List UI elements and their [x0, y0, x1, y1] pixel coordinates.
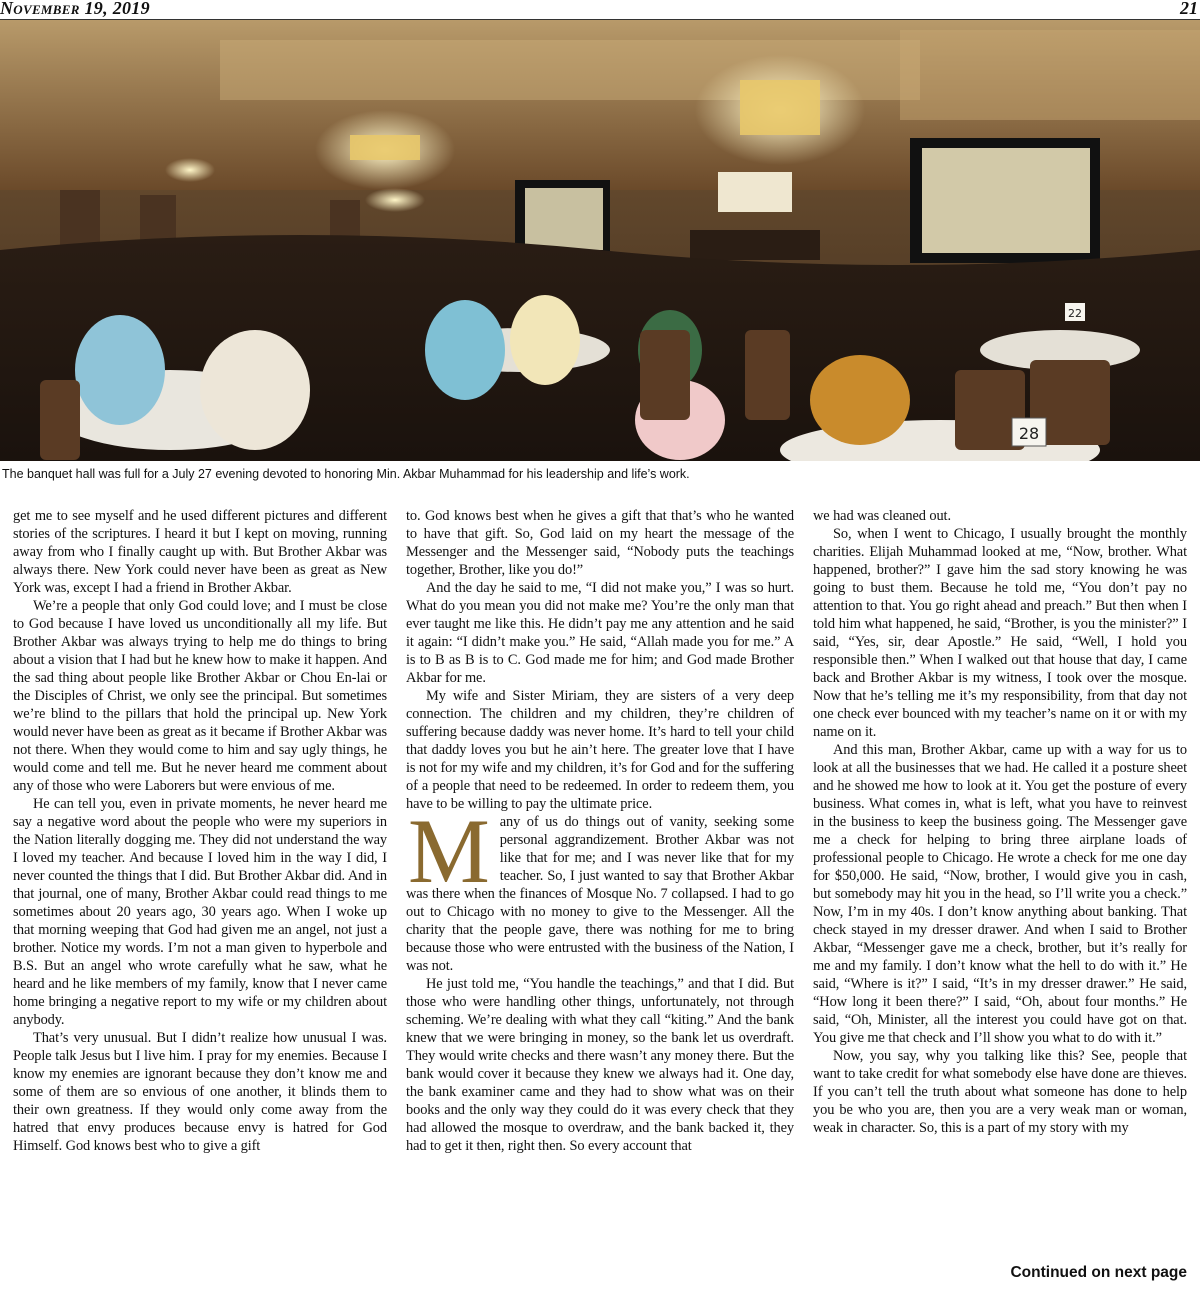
drop-cap: M — [408, 800, 490, 902]
article-paragraph: My wife and Sister Miriam, they are sisters of a very deep connection. The children and my children, they’re children of suffering because daddy was never home. It’s hard to tell your child that daddy loves you but he ain’t here. The greater love that I have is not for my wife and my children, it’s for God and for the suffering of a people that need to be redeemed. In order to redeem them, you have to be willing to pay the ultimate price. — [406, 688, 794, 812]
article-paragraph: We’re a people that only God could love; and I must be close to God because I have loved us unconditionally all my life. But Brother Akbar was always trying to help me do things to bring about a vision that I had but he knew how to make it happen. And the sad thing about people like Brother Akbar or Chou En-lai or the Disciples of Christ, we only see the principal. But sometimes we’re blind to the pillars that hold the principal up. New York would never have been as great as it became if Brother Akbar was not there. When they would come to him and say ugly things, he would come and tell me. But he never heard me comment about any of those who were Laborers but were envious of me. — [13, 598, 388, 794]
page-number: 21 — [1180, 0, 1198, 18]
banquet-hall-photo — [0, 20, 1200, 461]
article-paragraph: get me to see myself and he used different pictures and different stories of the scriptures. I heard it but I kept on moving, running away from who I finally caught up with. But Brother Akbar was always there. New York could never have been as great as New York was, except I had a friend in Brother Akbar. — [13, 508, 387, 596]
table-number-card: 22 — [1068, 307, 1082, 320]
issue-date: November 19, 2019 — [0, 0, 150, 18]
article-paragraph: He can tell you, even in private moments, he never heard me say a negative word about the people who were my superiors in the Nation literally dogging me. They did not understand the way I loved my teacher. And because I loved him in the way I did, I never counted the things that I did. But Brother Akbar did. And in that journal, one of many, Brother Akbar could read things to me sometimes about 20 years ago, 30 years ago. When I woke up that morning weeping that God had given me an angel, not just a brother. Notice my words. I’m not a man given to hyperbole and B.S. But an angel who wrote carefully what he saw, what he heard and he like members of my family, know that I never came home bringing a negative report to my wife or my children about anybody. — [13, 796, 387, 1028]
article-paragraph: we had was cleaned out. — [813, 508, 951, 524]
article-paragraph: to. God knows best when he gives a gift that that’s who he wanted to have that gift. So, God laid on my heart the message of the Messenger and the Messenger said, “Nobody puts the teachings together, Brother, like you do!” — [406, 508, 794, 578]
table-number-card: 28 — [1018, 424, 1040, 443]
dropcap-paragraph — [406, 800, 794, 975]
article-column-2 — [406, 507, 794, 1155]
article-paragraph: And this man, Brother Akbar, came up with a way for us to look at all the businesses that we had. He called it a posture sheet and he showed me how to look at it. You get the posture of every business. What comes in, what is left, what you have to reinvest in the business to keep the business going. The Messenger gave me a check for helping to bring three airplane loads of professional people to Chicago. He wrote a check for me one day for $50,000. He said, “Now, brother, I would give you in cash, but somebody may hit you in the head, so I’ll write you a check.” Now, I’m in my 40s. I don’t know anything about banking. That check stayed in my dresser drawer. And when I said to Brother Akbar, “Messenger gave me a check, brother, but it’s really for me and my family. I don’t know what the hell to do with it.” He said, “Where is it?” I said, “It’s in my dresser drawer.” He said, “How long it been there?” I said, “Oh, about four months.” He said, “Oh, Minister, all the interest you could have got on that. You give me that check and I’ll show you what to do with it.” — [813, 742, 1187, 1046]
photo-caption: The banquet hall was full for a July 27 evening devoted to honoring Min. Akbar Muhammad for his leadership and life’s work. — [2, 467, 690, 481]
article-paragraph: He just told me, “You handle the teachings,” and that I did. But those who were handling other things, unfortunately, not through scheming. We’re dealing with what they call “kiting.” And the bank knew that we were bringing in money, so the bank let us overdraft. They would write checks and there wasn’t any money there. But the bank would cover it because they knew we always had it. One day, the bank examiner came and they had to show what was on their books and the only way they could do it was every check that they had allowed the mosque to overdraw, and the bank backed it, they had to get it then, right then. So every account that — [406, 976, 794, 1154]
article-column-3 — [813, 507, 1187, 1137]
article-paragraph: That’s very unusual. But I didn’t realize how unusual I was. People talk Jesus but I live him. I pray for my enemies. Because I know my enemies are ignorant because they don’t know me and some of them are so envious of one another, it blinds them to their own greatness. If they would only come away from the hatred that envy produces because envy is hatred for God Himself. God knows best who to give a gift — [13, 1030, 387, 1154]
article-column-1 — [13, 507, 387, 1155]
article-paragraph: So, when I went to Chicago, I usually brought the monthly charities. Elijah Muhammad looked at me, “Now, brother. What happened, brother?” I gave him the sad story knowing he was going to bust them. Because he told me, “You don’t pay no attention to that. You go right ahead and preach.” But then when I told him what happened, he said, “Brother, is you the minister?” I said, “Yes, sir, dear Apostle.” He said, “Well, I hold you responsible then.” When I walked out that house that day, I came back and Brother Akbar is my witness, I took over the mosque. Now that he’s telling me it’s my responsibility, from that day not one check ever bounced with my teacher’s name on it or with my name on it. — [813, 526, 1187, 740]
dropcap-paragraph-text: any of us do things out of vanity, seeking some personal aggrandizement. Brother Akbar was not like that for me; and I was never like that for my teacher. So, I just wanted to say that Brother Akbar was there when the finances of Mosque No. 7 collapsed. I had to go out to Chicago with no money to give to the Messenger. All the charity that the people gave, there was nothing for me to bring because those who were entrusted with the business of the Nation, I was not. — [406, 814, 794, 974]
continued-link[interactable]: Continued on next page — [1010, 1264, 1187, 1281]
article-paragraph: Now, you say, why you talking like this? See, people that want to take credit for what somebody else have done are thieves. If you can’t tell the truth about what someone has done to help you be who you are, then you are a very weak man or woman, weak in character. So, this is a part of my story with my — [813, 1048, 1187, 1136]
article-paragraph: And the day he said to me, “I did not make you,” I was so hurt. What do you mean you did not make me? You’re the only man that ever taught me like this. He didn’t pay me any attention and he said it again: “I didn’t make you.” He said, “Allah made you for me.” A is to B as B is to C. God made me for him; and God made Brother Akbar for me. — [406, 580, 794, 686]
page-header — [0, 0, 1200, 20]
